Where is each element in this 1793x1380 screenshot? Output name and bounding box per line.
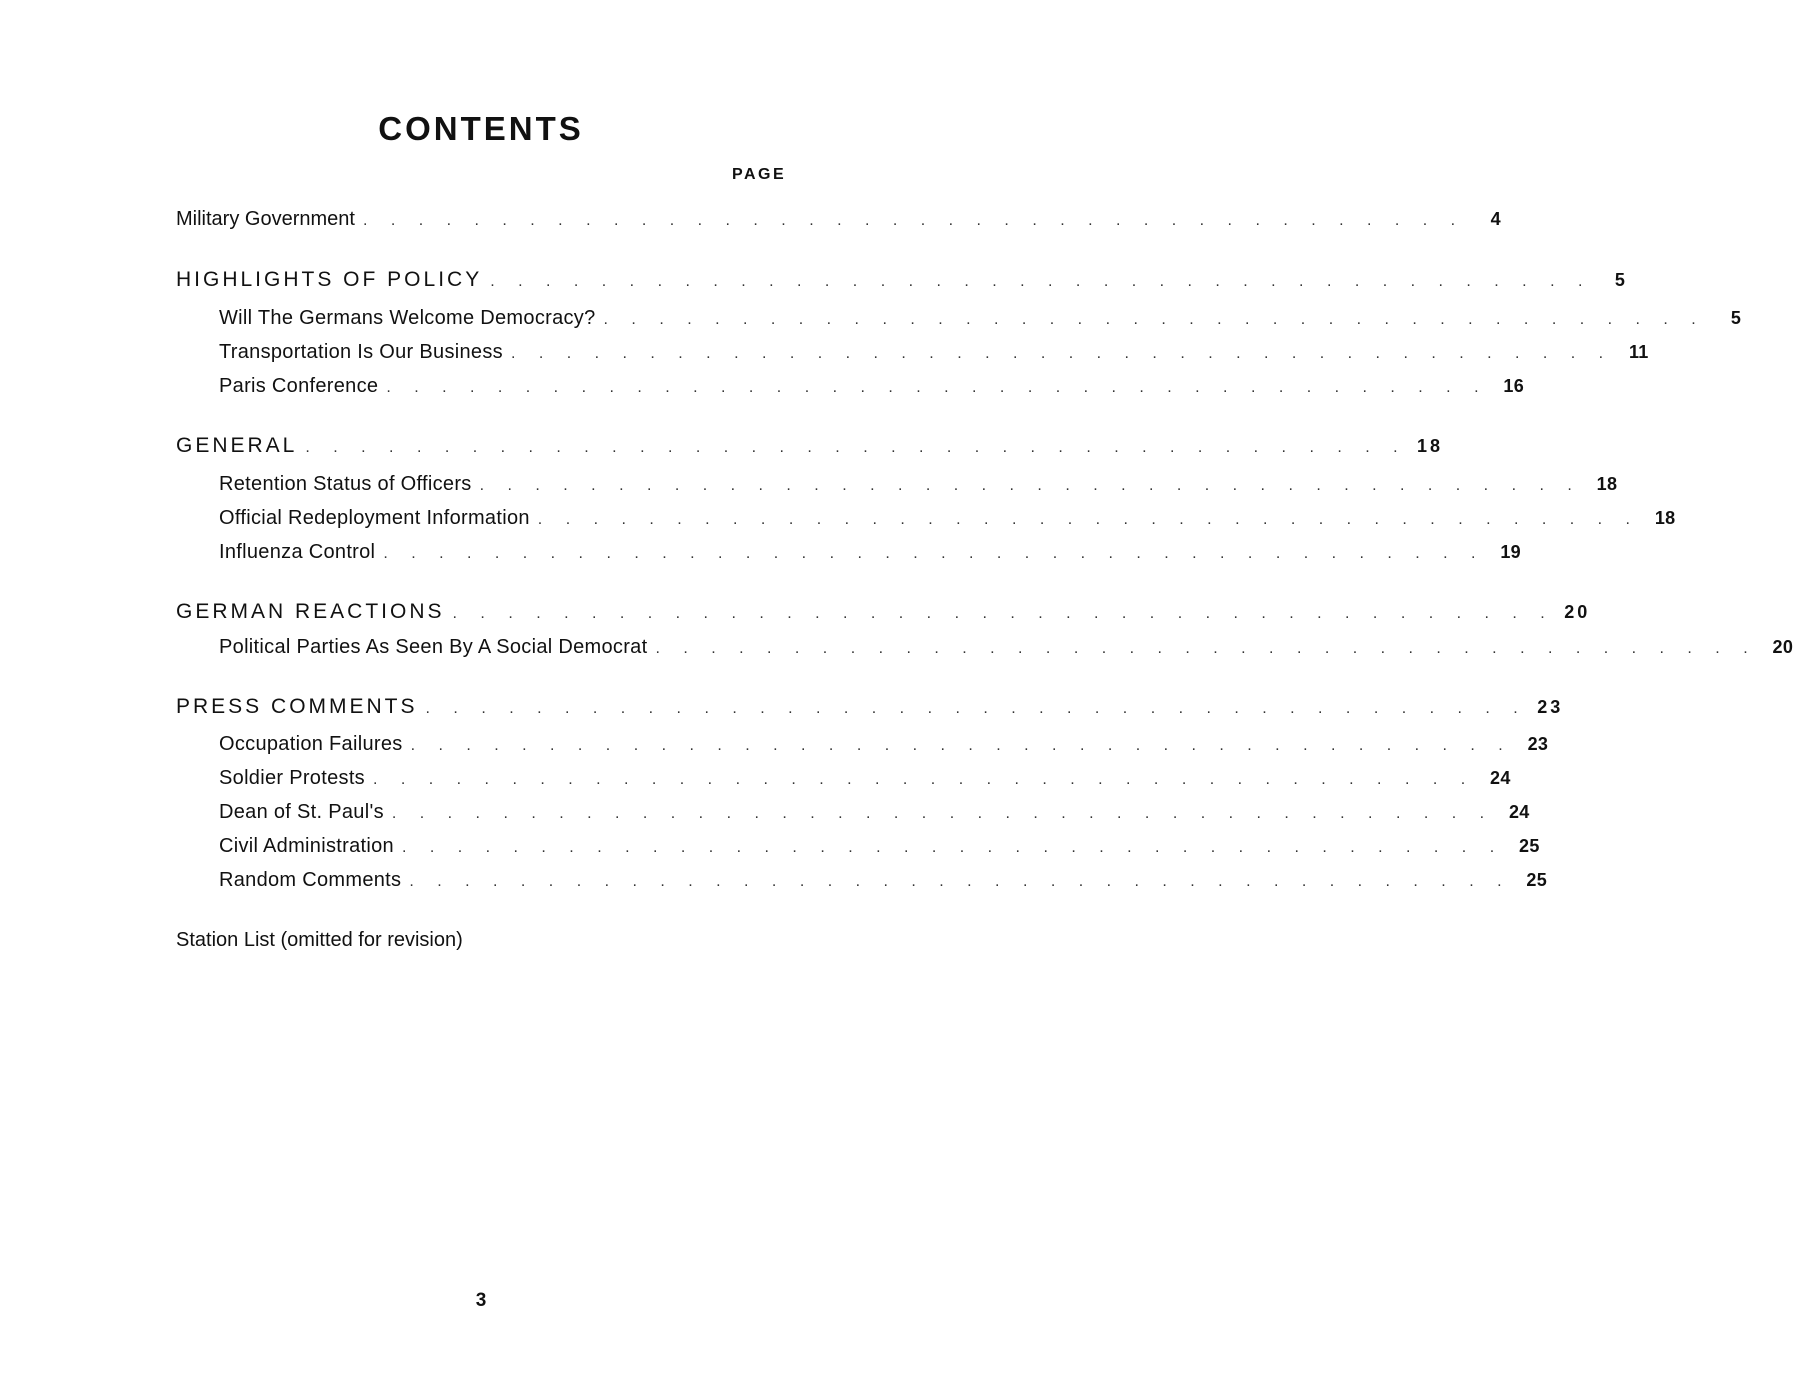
toc-entry-page: 24 xyxy=(1490,768,1511,788)
toc-entry-soldier-protests xyxy=(219,767,1511,793)
toc-entry-page: 20 xyxy=(1564,602,1591,622)
toc-entry-label: Dean of St. Paul's xyxy=(219,801,384,823)
toc-entry-military-government xyxy=(176,208,1501,234)
dot-leader: . . . . . . . . . . . . . . . . . . . . . . . . . . . . . . . . . . . . . . . . xyxy=(410,737,1513,754)
dot-leader: . . . . . . . . . . . . . . . . . . . . . . . . . . . . . . . . . . . . . . . . xyxy=(362,212,1465,229)
dot-leader: . . . . . . . . . . . . . . . . . . . . . . . . . . . . . . . . . . . . . . . . xyxy=(391,805,1494,822)
toc-entry-page: 25 xyxy=(1526,870,1548,890)
toc-entry-page: 18 xyxy=(1654,508,1676,528)
toc-entry-label: Civil Administration xyxy=(219,835,394,857)
toc-entry-page: 11 xyxy=(1628,342,1649,362)
toc-entry-page: 16 xyxy=(1503,376,1525,396)
toc-entry-label: Military Government xyxy=(176,208,355,230)
toc-section-label: GENERAL xyxy=(176,434,298,457)
toc-entry-page: 23 xyxy=(1527,734,1549,754)
toc-entry-page: 4 xyxy=(1490,209,1501,229)
page-title: CONTENTS xyxy=(378,110,584,147)
toc-entry-label: Political Parties As Seen By A Social Democrat xyxy=(219,636,648,658)
toc-entry-retention-status xyxy=(219,473,1618,499)
dot-leader: . . . . . . . . . . . . . . . . . . . . . . . . . . . . . . . . . . . . . . . . xyxy=(383,545,1485,562)
dot-leader: . . . . . . . . . . . . . . . . . . . . . . . . . . . . . . . . . . . . . . . . xyxy=(510,345,1613,362)
dot-leader: . . . . . . . . . . . . . . . . . . . . . . . . . . . . . . . . . . . . . . . . xyxy=(490,273,1592,290)
toc-section-general xyxy=(176,434,1444,460)
toc-entry-label: Transportation Is Our Business xyxy=(219,341,503,363)
dot-leader: . . . . . . . . . . . . . . . . . . . . . . . . . . . . . . . . . . . . . . . . xyxy=(537,511,1640,528)
toc-entry-page: 18 xyxy=(1596,474,1618,494)
page-column-label: PAGE xyxy=(732,166,787,183)
toc-entry-label: Occupation Failures xyxy=(219,733,403,755)
dot-leader: . . . . . . . . . . . . . . . . . . . . . . . . . . . . . . . . . . . . . . . . xyxy=(655,640,1758,657)
toc-section-label: PRESS COMMENTS xyxy=(176,695,418,718)
toc-entry-label: Station List (omitted for revision) xyxy=(176,929,463,951)
toc-entry-page: 18 xyxy=(1417,436,1444,456)
toc-entry-occupation-failures xyxy=(219,733,1549,759)
toc-section-german-reactions xyxy=(176,600,1591,626)
toc-entry-political-parties xyxy=(219,636,1793,662)
footer-page-number: 3 xyxy=(475,1290,487,1311)
toc-section-label: HIGHLIGHTS OF POLICY xyxy=(176,268,483,291)
toc-entry-page: 20 xyxy=(1772,637,1793,657)
dot-leader: . . . . . . . . . . . . . . . . . . . . . . . . . . . . . . . . . . . . . . . . xyxy=(386,379,1489,396)
toc-entry-label: Soldier Protests xyxy=(219,767,365,789)
dot-leader: . . . . . . . . . . . . . . . . . . . . . . . . . . . . . . . . . . . . . . . . xyxy=(603,311,1706,328)
toc-entry-page: 23 xyxy=(1537,697,1564,717)
dot-leader: . . . . . . . . . . . . . . . . . . . . . . . . . . . . . . . . . . . . . . . . xyxy=(452,605,1555,622)
dot-leader: . . . . . . . . . . . . . . . . . . . . . . . . . . . . . . . . . . . . . . . . xyxy=(409,873,1512,890)
toc-entry-page: 19 xyxy=(1500,542,1521,562)
toc-section-press-comments xyxy=(176,695,1564,721)
toc-entry-label: Retention Status of Officers xyxy=(219,473,472,495)
toc-entry-civil-administration xyxy=(219,835,1540,861)
toc-entry-label: Random Comments xyxy=(219,869,402,891)
toc-entry-transportation xyxy=(219,341,1649,367)
toc-entry-page: 5 xyxy=(1614,270,1628,290)
dot-leader: . . . . . . . . . . . . . . . . . . . . . . . . . . . . . . . . . . . . . . . . xyxy=(479,477,1582,494)
toc-entry-label: Influenza Control xyxy=(219,541,376,563)
toc-entry-page: 5 xyxy=(1730,308,1742,328)
toc-entry-page: 25 xyxy=(1519,836,1540,856)
toc-entry-influenza-control xyxy=(219,541,1521,567)
toc-entry-label: Official Redeployment Information xyxy=(219,507,530,529)
toc-entry-random-comments xyxy=(219,869,1548,895)
toc-entry-station-list xyxy=(176,929,463,955)
toc-entry-paris-conference xyxy=(219,375,1525,401)
toc-entry-label: Will The Germans Welcome Democracy? xyxy=(219,307,596,329)
dot-leader: . . . . . . . . . . . . . . . . . . . . . . . . . . . . . . . . . . . . . . . . xyxy=(401,839,1504,856)
toc-entry-redeployment xyxy=(219,507,1676,533)
dot-leader: . . . . . . . . . . . . . . . . . . . . . . . . . . . . . . . . . . . . . . . . xyxy=(425,700,1528,717)
toc-entry-germans-welcome-democracy xyxy=(219,307,1742,333)
toc-entry-dean-of-st-pauls xyxy=(219,801,1530,827)
toc-section-highlights-of-policy xyxy=(176,268,1628,294)
dot-leader: . . . . . . . . . . . . . . . . . . . . . . . . . . . . . . . . . . . . . . . . xyxy=(305,439,1408,456)
toc-entry-page: 24 xyxy=(1508,802,1530,822)
dot-leader: . . . . . . . . . . . . . . . . . . . . . . . . . . . . . . . . . . . . . . . . xyxy=(372,771,1475,788)
toc-section-label: GERMAN REACTIONS xyxy=(176,600,445,623)
toc-entry-label: Paris Conference xyxy=(219,375,379,397)
